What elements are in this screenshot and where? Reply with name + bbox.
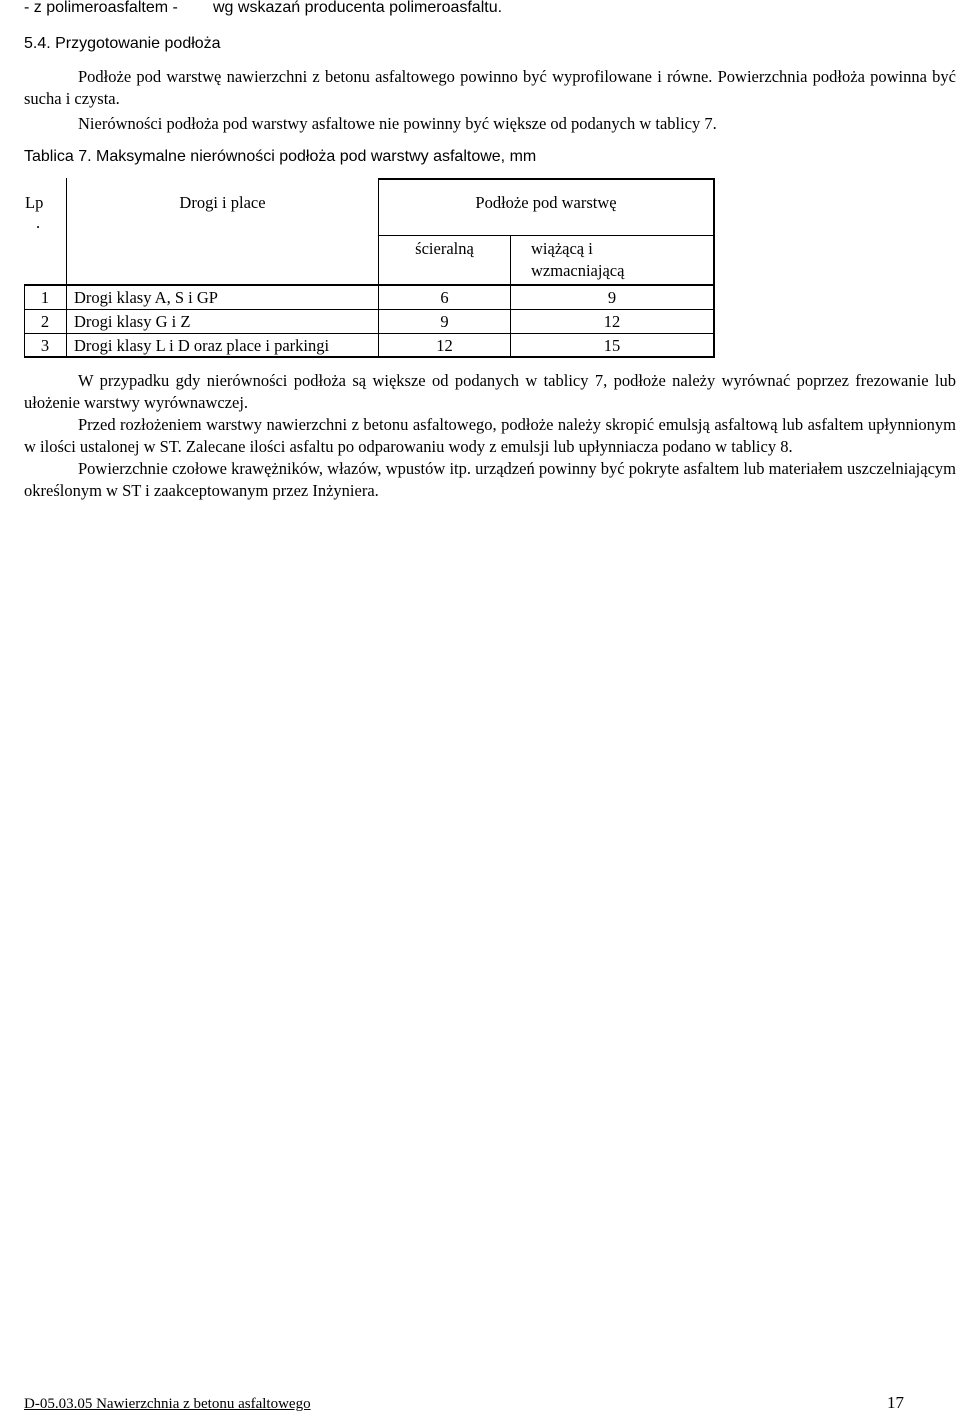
table-rule	[24, 284, 715, 286]
intro-paragraph: Podłoże pod warstwę nawierzchni z betonu asfaltowego powinno być wyprofilowane i równe. Powierzchnia podłoża powinna być sucha i czysta.	[24, 67, 956, 108]
table-cell-lp: 1	[40, 288, 50, 307]
header-binder-course-line2: wzmacniającą	[531, 261, 625, 280]
dash-item-value: wg wskazań producenta polimeroasfaltu.	[213, 0, 503, 16]
table-cell-lp: 2	[40, 312, 50, 331]
header-lp: Lp	[25, 193, 44, 212]
table-rule	[713, 178, 715, 358]
table-rule	[378, 235, 715, 236]
table-cell-bind: 15	[603, 336, 621, 355]
table-cell-bind: 9	[607, 288, 617, 307]
table-cell-wear: 12	[436, 336, 453, 355]
table-rule	[24, 333, 715, 334]
section-heading: 5.4. Przygotowanie podłoża	[24, 35, 221, 52]
dash-item-label: - z polimeroasfaltem -	[24, 0, 178, 16]
table-cell-wear: 9	[440, 312, 449, 331]
table-cell-bind: 12	[603, 312, 621, 331]
header-binder-course: wiążącą i	[531, 239, 593, 258]
body-text-block	[24, 370, 956, 502]
intro-text-block	[24, 66, 956, 135]
table-rule	[24, 309, 715, 310]
body-paragraph: Powierzchnie czołowe krawężników, włazów, wpustów itp. urządzeń powinny być pokryte asfaltem lub materiałem uszczelniającym określonym w ST i zaakceptowanym przez Inżyniera.	[24, 459, 956, 500]
table-cell-road: Drogi klasy L i D oraz place i parkingi	[74, 336, 330, 355]
table-cell-road: Drogi klasy A, S i GP	[74, 288, 218, 307]
footer-document-code: D-05.03.05 Nawierzchnia z betonu asfaltowego	[24, 1396, 311, 1412]
table-cell-road: Drogi klasy G i Z	[74, 312, 191, 331]
header-lp-dot: .	[36, 213, 41, 232]
header-roads: Drogi i place	[179, 193, 266, 212]
page-number: 17	[887, 1393, 904, 1412]
table-cell-lp: 3	[40, 336, 50, 355]
intro-paragraph: Nierówności podłoża pod warstwy asfaltowe nie powinny być większe od podanych w tablicy 7.	[78, 114, 717, 133]
table-rule	[378, 178, 715, 180]
table-caption: Tablica 7. Maksymalne nierówności podłoża pod warstwy asfaltowe, mm	[24, 148, 537, 165]
body-paragraph: W przypadku gdy nierówności podłoża są większe od podanych w tablicy 7, podłoże należy wyrównać poprzez frezowanie lub ułożenie warstwy wyrównawczej.	[24, 371, 956, 412]
header-wearing-course: ścieralną	[415, 239, 474, 258]
table-cell-wear: 6	[440, 288, 449, 307]
body-paragraph: Przed rozłożeniem warstwy nawierzchni z betonu asfaltowego, podłoże należy skropić emulsją asfaltową lub asfaltem upłynnionym w ilości ustalonej w ST. Zalecane ilości asfaltu po odparowaniu wody z emulsji lub upłynniacza podano w tablicy 8.	[24, 415, 956, 456]
header-base-layer: Podłoże pod warstwę	[475, 193, 617, 212]
